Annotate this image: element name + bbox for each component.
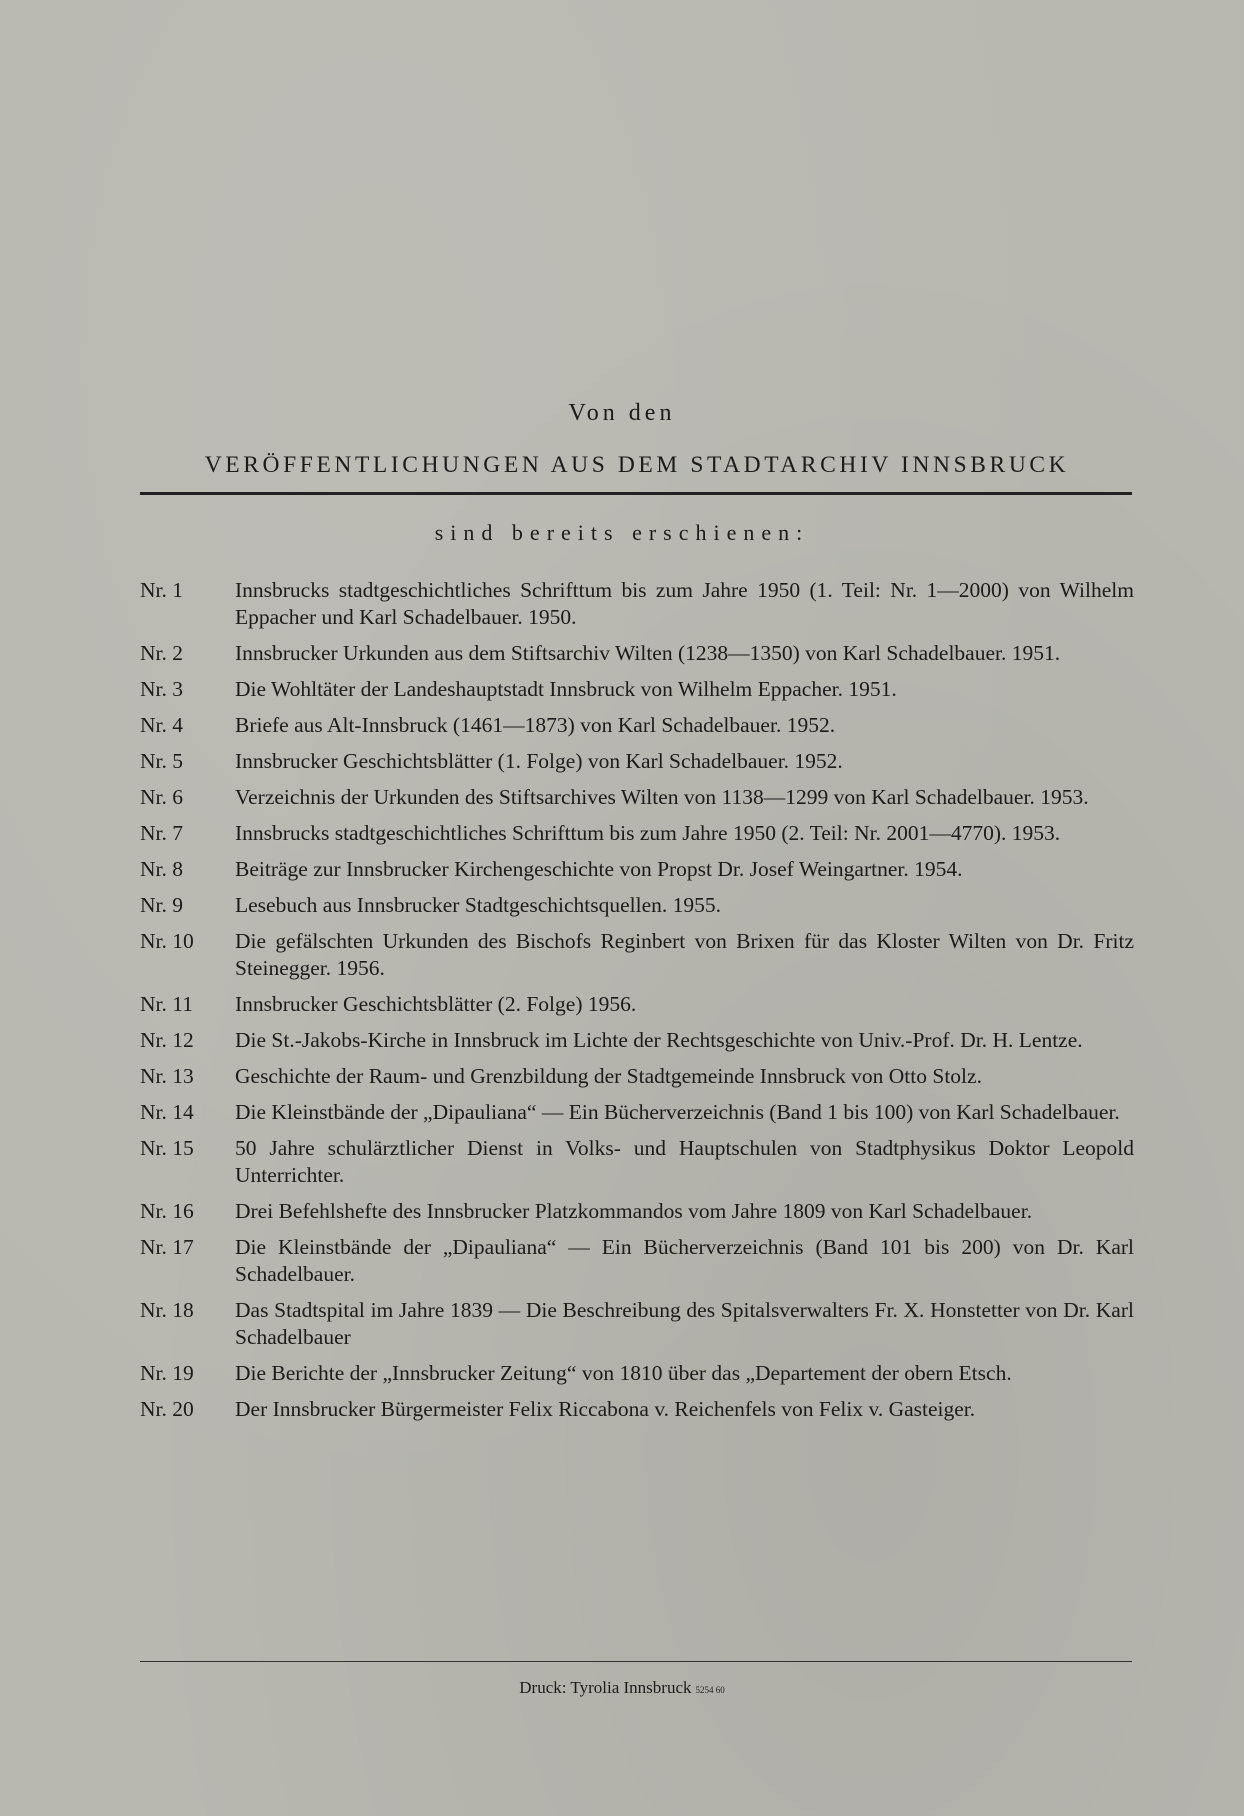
entry-number: Nr. 20 bbox=[140, 1397, 194, 1421]
entry-text: Die Kleinstbände der „Dipauliana“ — Ein Bücherverzeichnis (Band 1 bis 100) von Karl Schadelbauer. bbox=[235, 1100, 1120, 1124]
entry-text: Das Stadtspital im Jahre 1839 — Die Beschreibung des Spitalsverwalters Fr. X. Honstetter von Dr. Karl Schadelbauer bbox=[235, 1298, 1134, 1349]
list-item bbox=[140, 1198, 1134, 1225]
list-item bbox=[140, 640, 1134, 667]
entry-number: Nr. 3 bbox=[140, 677, 183, 701]
entry-text: Innsbrucker Geschichtsblätter (1. Folge) von Karl Schadelbauer. 1952. bbox=[235, 749, 843, 773]
entry-number: Nr. 9 bbox=[140, 893, 183, 917]
entry-text: Der Innsbrucker Bürgermeister Felix Riccabona v. Reichenfels von Felix v. Gasteiger. bbox=[235, 1397, 976, 1421]
list-item bbox=[140, 928, 1134, 982]
entry-text: Verzeichnis der Urkunden des Stiftsarchives Wilten von 1138—1299 von Karl Schadelbauer. 1953. bbox=[235, 785, 1089, 809]
entry-number: Nr. 13 bbox=[140, 1064, 194, 1088]
entry-number: Nr. 11 bbox=[140, 992, 193, 1016]
entry-text: Die Berichte der „Innsbrucker Zeitung“ von 1810 über das „Departement der obern Etsch. bbox=[235, 1361, 1012, 1385]
entry-number: Nr. 8 bbox=[140, 857, 183, 881]
entry-number: Nr. 18 bbox=[140, 1298, 194, 1322]
list-item bbox=[140, 712, 1134, 739]
list-item bbox=[140, 856, 1134, 883]
list-item bbox=[140, 1234, 1134, 1288]
list-item bbox=[140, 1396, 1134, 1423]
list-item bbox=[140, 892, 1134, 919]
entry-text: Innsbrucker Urkunden aus dem Stiftsarchiv Wilten (1238—1350) von Karl Schadelbauer. 1951. bbox=[235, 641, 1061, 665]
entry-text: Briefe aus Alt-Innsbruck (1461—1873) von Karl Schadelbauer. 1952. bbox=[235, 713, 836, 737]
entry-number: Nr. 14 bbox=[140, 1100, 194, 1124]
entry-text: Geschichte der Raum- und Grenzbildung der Stadtgemeinde Innsbruck von Otto Stolz. bbox=[235, 1064, 982, 1088]
list-item bbox=[140, 1297, 1134, 1351]
entry-number: Nr. 10 bbox=[140, 929, 194, 953]
entry-number: Nr. 7 bbox=[140, 821, 183, 845]
list-item bbox=[140, 577, 1134, 631]
series-title: VERÖFFENTLICHUNGEN AUS DEM STADTARCHIV INNSBRUCK bbox=[204, 452, 1070, 478]
entry-number: Nr. 2 bbox=[140, 641, 183, 665]
entry-number: Nr. 17 bbox=[140, 1235, 194, 1259]
entry-text: Lesebuch aus Innsbrucker Stadtgeschichtsquellen. 1955. bbox=[235, 893, 722, 917]
entry-number: Nr. 19 bbox=[140, 1361, 194, 1385]
list-item bbox=[140, 1135, 1134, 1189]
list-item bbox=[140, 991, 1134, 1018]
entry-number: Nr. 16 bbox=[140, 1199, 194, 1223]
entry-text: Innsbrucks stadtgeschichtliches Schrifttum bis zum Jahre 1950 (2. Teil: Nr. 2001—4770). 1953. bbox=[235, 821, 1061, 845]
entry-text: Die Wohltäter der Landeshauptstadt Innsbruck von Wilhelm Eppacher. 1951. bbox=[235, 677, 897, 701]
entry-text: Die Kleinstbände der „Dipauliana“ — Ein Bücherverzeichnis (Band 101 bis 200) von Dr. Karl Schadelbauer. bbox=[235, 1235, 1134, 1286]
list-item bbox=[140, 1027, 1134, 1054]
entry-text: Die gefälschten Urkunden des Bischofs Reginbert von Brixen für das Kloster Wilten von Dr. Fritz Steinegger. 1956. bbox=[235, 929, 1134, 980]
list-item bbox=[140, 1099, 1134, 1126]
publication-list bbox=[140, 577, 1134, 1432]
intro-text: Von den bbox=[568, 400, 676, 426]
list-item bbox=[140, 676, 1134, 703]
entry-number: Nr. 4 bbox=[140, 713, 183, 737]
entry-text: Innsbrucks stadtgeschichtliches Schrifttum bis zum Jahre 1950 (1. Teil: Nr. 1—2000) von Wilhelm Eppacher und Karl Schadelbauer. 1950. bbox=[235, 578, 1134, 629]
printer-imprint bbox=[0, 1678, 1244, 1698]
printer-name: Druck: Tyrolia Innsbruck bbox=[519, 1678, 692, 1697]
entry-text: 50 Jahre schulärztlicher Dienst in Volks- und Hauptschulen von Stadtphysikus Doktor Leopold Unterrichter. bbox=[235, 1136, 1134, 1187]
entry-text: Drei Befehlshefte des Innsbrucker Platzkommandos vom Jahre 1809 von Karl Schadelbauer. bbox=[235, 1199, 1033, 1223]
entry-number: Nr. 6 bbox=[140, 785, 183, 809]
entry-number: Nr. 15 bbox=[140, 1136, 194, 1160]
list-item bbox=[140, 820, 1134, 847]
title-rule bbox=[140, 492, 1132, 495]
subtitle: sind bereits erschienen: bbox=[434, 520, 810, 545]
list-item bbox=[140, 784, 1134, 811]
entry-text: Beiträge zur Innsbrucker Kirchengeschichte von Propst Dr. Josef Weingartner. 1954. bbox=[235, 857, 963, 881]
entry-number: Nr. 5 bbox=[140, 749, 183, 773]
entry-text: Innsbrucker Geschichtsblätter (2. Folge) 1956. bbox=[235, 992, 637, 1016]
list-item bbox=[140, 1063, 1134, 1090]
print-code: 5254 60 bbox=[695, 1685, 725, 1695]
footer-rule bbox=[140, 1661, 1132, 1662]
entry-text: Die St.-Jakobs-Kirche in Innsbruck im Lichte der Rechtsgeschichte von Univ.-Prof. Dr. H. Lentze. bbox=[235, 1028, 1083, 1052]
entry-number: Nr. 1 bbox=[140, 578, 183, 602]
entry-number: Nr. 12 bbox=[140, 1028, 194, 1052]
list-item bbox=[140, 748, 1134, 775]
list-item bbox=[140, 1360, 1134, 1387]
